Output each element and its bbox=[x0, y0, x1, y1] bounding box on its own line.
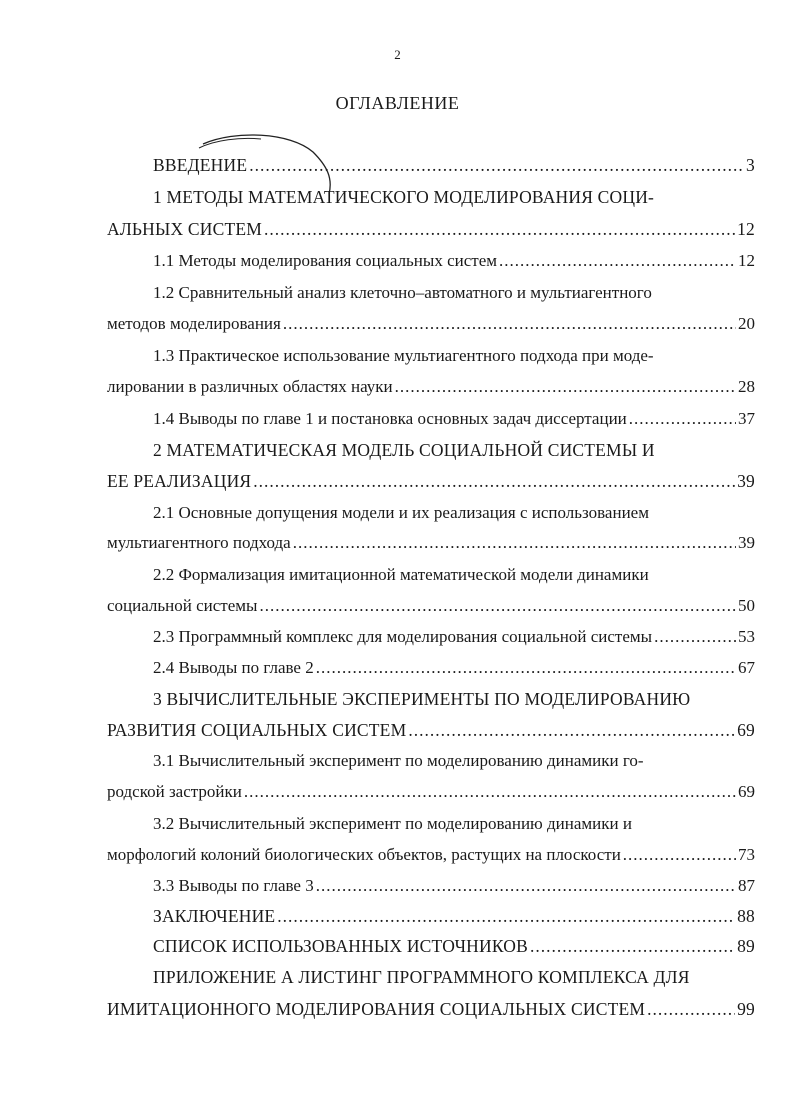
toc-entry-2-1-title[interactable]: 2.1 Основные допущения модели и их реализация с использованием bbox=[153, 503, 649, 522]
toc-entry-page: 88 bbox=[737, 906, 755, 926]
leader-dots bbox=[629, 408, 736, 430]
leader-dots bbox=[259, 595, 736, 617]
toc-entry-label: лировании в различных областях науки bbox=[107, 377, 393, 396]
toc-entry-1-3[interactable] bbox=[107, 376, 755, 398]
toc-entry-label: социальной системы bbox=[107, 596, 258, 615]
leader-dots bbox=[316, 657, 736, 679]
leader-dots bbox=[264, 218, 735, 240]
toc-entry-1-1[interactable] bbox=[153, 250, 755, 272]
toc-entry-page: 20 bbox=[738, 314, 755, 333]
toc-entry-page: 99 bbox=[737, 999, 755, 1019]
toc-entry-page: 3 bbox=[746, 155, 755, 175]
leader-dots bbox=[253, 470, 735, 492]
toc-entry-page: 69 bbox=[738, 782, 755, 801]
toc-entry-page: 50 bbox=[738, 596, 755, 615]
leader-dots bbox=[654, 626, 736, 648]
toc-entry-1-3-title[interactable]: 1.3 Практическое использование мультиагентного подхода при моде- bbox=[153, 346, 654, 365]
leader-dots bbox=[277, 905, 735, 927]
toc-entry-label: 1.4 Выводы по главе 1 и постановка основных задач диссертации bbox=[153, 409, 627, 428]
page-number: 2 bbox=[394, 47, 401, 62]
toc-entry-label: методов моделирования bbox=[107, 314, 281, 333]
toc-entry-references[interactable] bbox=[153, 935, 755, 957]
leader-dots bbox=[244, 781, 736, 803]
leader-dots bbox=[316, 875, 736, 897]
toc-chapter-3-title[interactable]: 3 ВЫЧИСЛИТЕЛЬНЫЕ ЭКСПЕРИМЕНТЫ ПО МОДЕЛИРОВАНИЮ bbox=[153, 689, 691, 709]
toc-entry-1-4[interactable] bbox=[153, 408, 755, 430]
toc-entry-page: 28 bbox=[738, 377, 755, 396]
toc-chapter-1-title[interactable]: 1 МЕТОДЫ МАТЕМАТИЧЕСКОГО МОДЕЛИРОВАНИЯ СОЦИ- bbox=[153, 187, 655, 207]
toc-entry-page: 12 bbox=[738, 251, 755, 270]
toc-entry-label: АЛЬНЫХ СИСТЕМ bbox=[107, 219, 262, 239]
leader-dots bbox=[408, 719, 735, 741]
toc-entry-page: 69 bbox=[737, 720, 755, 740]
toc-entry-label: СПИСОК ИСПОЛЬЗОВАННЫХ ИСТОЧНИКОВ bbox=[153, 936, 529, 956]
toc-entry-page: 73 bbox=[738, 845, 755, 864]
toc-entry-3-3[interactable] bbox=[153, 875, 755, 897]
toc-entry-2-2-title[interactable]: 2.2 Формализация имитационной математической модели динамики bbox=[153, 565, 649, 584]
toc-entry-appendix[interactable] bbox=[107, 998, 755, 1020]
toc-entry-label: родской застройки bbox=[107, 782, 242, 801]
leader-dots bbox=[395, 376, 736, 398]
leader-dots bbox=[249, 154, 744, 176]
toc-entry-label: 2.4 Выводы по главе 2 bbox=[153, 658, 314, 677]
toc-entry-page: 87 bbox=[738, 876, 755, 895]
toc-entry-label: ЕЕ РЕАЛИЗАЦИЯ bbox=[107, 471, 252, 491]
leader-dots bbox=[293, 532, 736, 554]
toc-entry-introduction[interactable] bbox=[153, 154, 755, 176]
toc-entry-2-2[interactable] bbox=[107, 595, 755, 617]
toc-entry-1-2[interactable] bbox=[107, 313, 755, 335]
toc-entry-page: 39 bbox=[737, 471, 755, 491]
toc-entry-3-1[interactable] bbox=[107, 781, 755, 803]
toc-entry-page: 53 bbox=[738, 627, 755, 646]
toc-entry-2-4[interactable] bbox=[153, 657, 755, 679]
toc-entry-3-2[interactable] bbox=[107, 844, 755, 866]
leader-dots bbox=[530, 935, 735, 957]
toc-entry-page: 89 bbox=[737, 936, 755, 956]
toc-entry-label: ВВЕДЕНИЕ bbox=[153, 155, 248, 175]
toc-entry-2-1[interactable] bbox=[107, 532, 755, 554]
toc-entry-page: 67 bbox=[738, 658, 755, 677]
toc-entry-2-3[interactable] bbox=[153, 626, 755, 648]
toc-entry-chapter-1[interactable] bbox=[107, 218, 755, 240]
toc-chapter-2-title[interactable]: 2 МАТЕМАТИЧЕСКАЯ МОДЕЛЬ СОЦИАЛЬНОЙ СИСТЕМЫ И bbox=[153, 440, 655, 460]
leader-dots bbox=[283, 313, 736, 335]
leader-dots bbox=[623, 844, 736, 866]
toc-entry-chapter-2[interactable] bbox=[107, 470, 755, 492]
toc-entry-page: 37 bbox=[738, 409, 755, 428]
toc-entry-label: ИМИТАЦИОННОГО МОДЕЛИРОВАНИЯ СОЦИАЛЬНЫХ СИСТЕМ bbox=[107, 999, 646, 1019]
toc-entry-page: 39 bbox=[738, 533, 755, 552]
toc-entry-3-1-title[interactable]: 3.1 Вычислительный эксперимент по моделированию динамики го- bbox=[153, 751, 644, 770]
toc-entry-label: 1.1 Методы моделирования социальных систем bbox=[153, 251, 497, 270]
leader-dots bbox=[499, 250, 736, 272]
toc-entry-chapter-3[interactable] bbox=[107, 719, 755, 741]
toc-entry-conclusion[interactable] bbox=[153, 905, 755, 927]
toc-entry-label: 2.3 Программный комплекс для моделирования социальной системы bbox=[153, 627, 653, 646]
leader-dots bbox=[647, 998, 735, 1020]
toc-entry-1-2-title[interactable]: 1.2 Сравнительный анализ клеточно–автоматного и мультиагентного bbox=[153, 283, 652, 302]
toc-appendix-title[interactable]: ПРИЛОЖЕНИЕ А ЛИСТИНГ ПРОГРАММНОГО КОМПЛЕКСА ДЛЯ bbox=[153, 967, 690, 987]
toc-entry-label: 3.3 Выводы по главе 3 bbox=[153, 876, 314, 895]
toc-title: ОГЛАВЛЕНИЕ bbox=[335, 93, 460, 113]
toc-entry-label: мультиагентного подхода bbox=[107, 533, 291, 552]
toc-entry-label: ЗАКЛЮЧЕНИЕ bbox=[153, 906, 276, 926]
toc-entry-page: 12 bbox=[737, 219, 755, 239]
toc-entry-label: РАЗВИТИЯ СОЦИАЛЬНЫХ СИСТЕМ bbox=[107, 720, 407, 740]
toc-entry-3-2-title[interactable]: 3.2 Вычислительный эксперимент по моделированию динамики и bbox=[153, 814, 632, 833]
toc-entry-label: морфологий колоний биологических объектов, растущих на плоскости bbox=[107, 845, 621, 864]
